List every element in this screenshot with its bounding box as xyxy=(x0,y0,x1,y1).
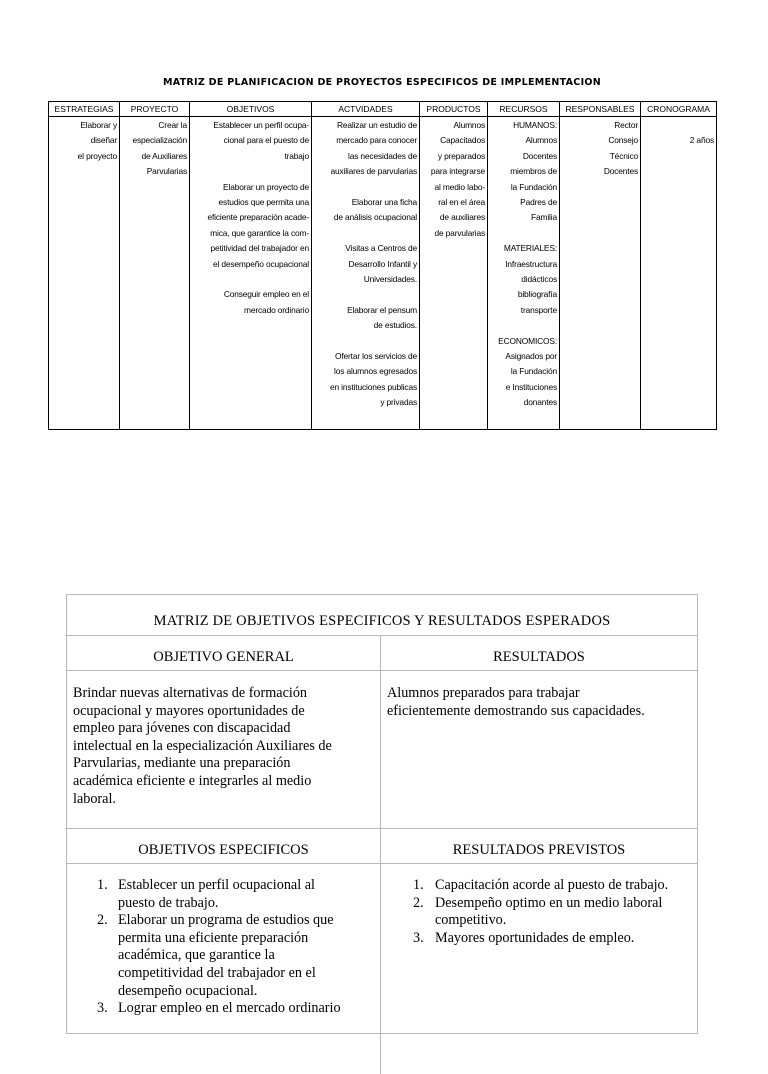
cell-actividades xyxy=(312,117,420,430)
text-line: de Auxiliares xyxy=(141,150,187,161)
text-line: Capacitados xyxy=(440,135,485,146)
text-line: petitividad del trabajador en xyxy=(210,243,309,254)
text-line: intelectual en la especialización Auxiliares de xyxy=(73,737,332,754)
text-line: Conseguir empleo en el xyxy=(223,289,309,300)
list-item xyxy=(67,912,380,1000)
text-line: mica, que garantice la com- xyxy=(210,227,309,238)
text-line: cional para el puesto de xyxy=(223,135,309,146)
text-line: bibliografía xyxy=(517,289,557,300)
text-line: de parvularias xyxy=(434,227,485,238)
text-line: las necesidades de xyxy=(347,150,417,161)
text-line: Elaborar un proyecto de xyxy=(223,181,309,192)
header-objetivos: OBJETIVOS xyxy=(190,102,312,117)
list-item-number: 1. xyxy=(413,877,424,893)
text-line: mercado para conocer xyxy=(336,135,417,146)
cell-proyecto xyxy=(120,117,190,430)
text-line: para integrarse xyxy=(430,166,485,177)
cell-objetivos xyxy=(190,117,312,430)
objetivo-general-header: OBJETIVO GENERAL xyxy=(67,636,381,670)
text-line: auxiliares de parvularias xyxy=(330,166,417,177)
text-line: Rector xyxy=(614,120,638,130)
list-item xyxy=(67,877,380,912)
text-line: trabajo xyxy=(284,150,309,161)
list-item-line: Lograr empleo en el mercado ordinario xyxy=(118,1000,341,1017)
text-line: el desempeño ocupacional xyxy=(212,258,309,269)
list-item-line: Desempeño optimo en un medio laboral xyxy=(435,894,663,911)
text-line: al medio labo- xyxy=(434,181,485,192)
header-recursos: RECURSOS xyxy=(488,102,560,117)
text-line: de estudios. xyxy=(373,320,417,331)
resultados-previstos-header: RESULTADOS PREVISTOS xyxy=(452,842,626,858)
header-actividades: ACTVIDADES xyxy=(312,102,420,117)
text-line xyxy=(314,180,417,195)
list-item-number: 3. xyxy=(97,1000,108,1017)
text-line: Docentes xyxy=(522,150,557,161)
header-productos: PRODUCTOS xyxy=(420,102,488,117)
planning-matrix-table xyxy=(48,101,717,430)
text-line xyxy=(490,318,557,333)
text-line: Crear la xyxy=(158,120,187,130)
text-line: Ofertar los servicios de xyxy=(334,351,417,362)
list-item xyxy=(67,1000,380,1018)
text-line: Consejo xyxy=(608,135,638,146)
list-item-line: Elaborar un programa de estudios que xyxy=(118,912,334,929)
text-line: ocupacional y mayores oportunidades de xyxy=(73,702,305,719)
text-line: Infraestructura xyxy=(505,258,557,269)
text-line: ECONOMICOS: xyxy=(498,335,557,346)
text-line: Establecer un perfil ocupa- xyxy=(213,120,309,130)
text-line: Universidades. xyxy=(363,274,417,285)
text-line: Visitas a Centros de xyxy=(345,243,417,254)
text-line: Desarrollo Infantil y xyxy=(348,258,417,269)
text-line: el proyecto xyxy=(77,150,117,161)
text-line: eficientemente demostrando sus capacidades. xyxy=(387,702,645,719)
text-line: Docentes xyxy=(603,166,638,177)
list-item-number: 2. xyxy=(97,912,108,929)
text-line: eficiente preparación acade- xyxy=(207,212,309,223)
text-line xyxy=(314,334,417,349)
plan-header-row xyxy=(49,102,717,117)
matrix-title: MATRIZ DE OBJETIVOS ESPECIFICOS Y RESULTADOS ESPERADOS xyxy=(67,595,697,636)
text-line: estudios que permita una xyxy=(218,197,309,208)
text-line: mercado ordinario xyxy=(244,304,309,315)
text-line: de análisis ocupacional xyxy=(333,212,417,223)
text-line: Alumnos preparados para trabajar xyxy=(387,685,580,701)
objectives-results-matrix xyxy=(66,594,698,1034)
header-proyecto: PROYECTO xyxy=(120,102,190,117)
text-line: 2 años xyxy=(689,135,714,146)
objetivo-general-text xyxy=(67,671,380,808)
list-item xyxy=(381,877,697,895)
text-line xyxy=(192,272,309,287)
text-line: Alumnos xyxy=(525,135,557,146)
cell-recursos xyxy=(488,117,560,430)
list-item-line: puesto de trabajo. xyxy=(118,894,219,911)
text-line: Elaborar una ficha xyxy=(351,197,417,208)
plan-body-row xyxy=(49,117,717,430)
text-line xyxy=(490,226,557,241)
text-line: académica eficiente e integrarles al medio xyxy=(73,772,312,789)
list-item-number: 2. xyxy=(413,894,424,911)
list-item-line: competitivo. xyxy=(435,912,507,929)
text-line: Alumnos xyxy=(453,120,485,130)
resultados-text xyxy=(381,671,697,720)
text-line: miembros de xyxy=(510,166,557,177)
text-line: Técnico xyxy=(609,150,638,161)
list-item-line: académica, que garantice la xyxy=(118,947,275,964)
header-responsables: RESPONSABLES xyxy=(560,102,641,117)
resultados-header: RESULTADOS xyxy=(493,649,585,665)
list-item xyxy=(381,930,697,948)
text-line: Parvularias, mediante una preparación xyxy=(73,755,291,772)
text-line: laboral. xyxy=(73,790,116,807)
text-line: y preparados xyxy=(437,150,485,161)
plan-title: MATRIZ DE PLANIFICACION DE PROYECTOS ESPECIFICOS DE IMPLEMENTACION xyxy=(162,77,602,88)
text-line: Elaborar y xyxy=(80,120,117,130)
text-line xyxy=(314,287,417,302)
text-line: donantes xyxy=(523,397,557,408)
text-line: los alumnos egresados xyxy=(334,366,417,377)
text-line: didácticos xyxy=(521,274,557,285)
list-item xyxy=(381,895,697,930)
text-line: y privadas xyxy=(380,397,417,408)
text-line: Asignados por xyxy=(505,351,557,362)
text-line: Parvularias xyxy=(146,166,187,177)
text-line: ral en el área xyxy=(438,197,485,208)
text-line: e Instituciones xyxy=(505,381,557,392)
text-line: en instituciones publicas xyxy=(329,381,417,392)
text-line: Elaborar el pensum xyxy=(347,304,417,315)
objetivos-especificos-header: OBJETIVOS ESPECIFICOS xyxy=(67,829,381,863)
header-estrategias: ESTRATEGIAS xyxy=(49,102,120,117)
list-item-number: 3. xyxy=(413,929,424,946)
list-item-line: Capacitación acorde al puesto de trabajo. xyxy=(435,877,669,893)
text-line xyxy=(314,226,417,241)
list-item-line: Establecer un perfil ocupacional al xyxy=(118,877,315,893)
cell-cronograma xyxy=(641,117,717,430)
resultados-previstos-list xyxy=(381,864,697,947)
text-line: la Fundación xyxy=(510,366,557,377)
list-item-number: 1. xyxy=(97,877,108,893)
text-line: Padres de xyxy=(520,197,557,208)
text-line: Familia xyxy=(531,212,557,223)
text-line: diseñar xyxy=(90,135,117,146)
text-line: especialización xyxy=(132,135,187,146)
list-item-line: permita una eficiente preparación xyxy=(118,929,309,946)
list-item-line: competitividad del trabajador en el xyxy=(118,964,316,981)
text-line: transporte xyxy=(520,304,557,315)
text-line: la Fundación xyxy=(510,181,557,192)
text-line: HUMANOS: xyxy=(513,120,557,130)
text-line xyxy=(643,118,714,133)
text-line: de auxiliares xyxy=(439,212,485,223)
text-line: empleo para jóvenes con discapacidad xyxy=(73,720,291,737)
cell-estrategias xyxy=(49,117,120,430)
text-line: Brindar nuevas alternativas de formación xyxy=(73,685,308,701)
cell-productos xyxy=(420,117,488,430)
text-line: Realizar un estudio de xyxy=(336,120,417,130)
header-cronograma: CRONOGRAMA xyxy=(641,102,717,117)
cell-responsables xyxy=(560,117,641,430)
text-line: MATERIALES: xyxy=(503,243,557,254)
list-item-line: desempeño ocupacional. xyxy=(118,982,258,999)
objetivos-especificos-list xyxy=(67,864,380,1018)
text-line xyxy=(192,164,309,179)
list-item-line: Mayores oportunidades de empleo. xyxy=(435,929,635,946)
